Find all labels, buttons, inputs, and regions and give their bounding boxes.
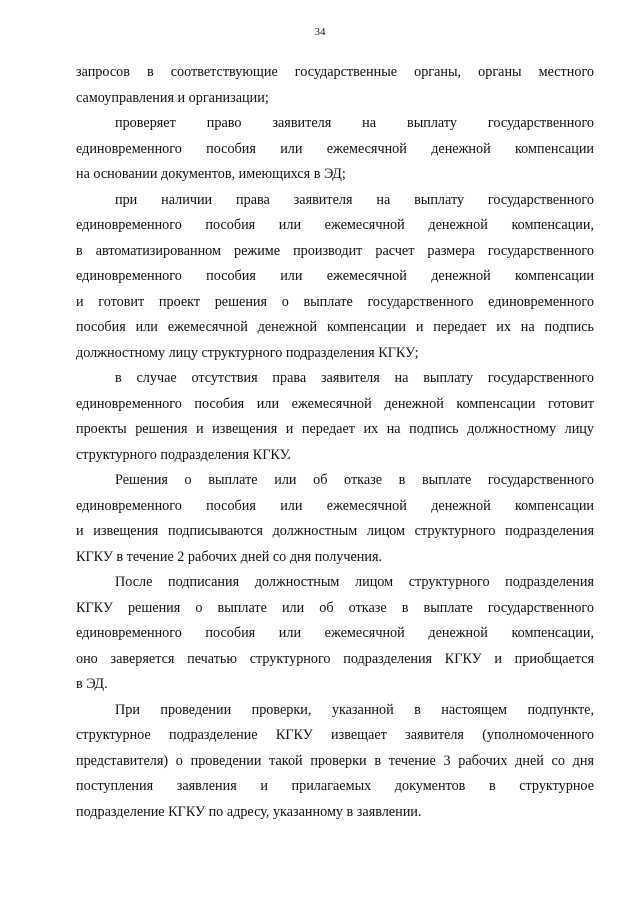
text-line: структурное подразделение КГКУ извещает заявителя (уполномоченного — [76, 727, 594, 743]
paragraph — [76, 366, 594, 468]
text-line: в случае отсутствия права заявителя на выплату государственного — [115, 370, 594, 386]
text-line: самоуправления и организации; — [76, 89, 269, 106]
paragraph — [76, 570, 594, 698]
paragraph — [76, 111, 594, 188]
text-line: проверяет право заявителя на выплату государственного — [115, 115, 594, 131]
text-line: После подписания должностным лицом структурного подразделения — [115, 574, 594, 590]
text-line: пособия или ежемесячной денежной компенсации и передает их на подпись — [76, 319, 594, 335]
text-line: должностному лицу структурного подразделения КГКУ; — [76, 344, 419, 361]
text-line: в автоматизированном режиме производит расчет размера государственного — [76, 242, 594, 259]
text-line: КГКУ в течение 2 рабочих дней со дня получения. — [76, 548, 383, 565]
text-line: проекты решения и извещения и передает их на подпись должностному лицу — [76, 421, 594, 437]
text-line: единовременного пособия или ежемесячной денежной компенсации — [76, 140, 594, 157]
text-line: единовременного пособия или ежемесячной денежной компенсации — [76, 497, 594, 514]
text-line: единовременного пособия или ежемесячной денежной компенсации, — [76, 625, 594, 641]
text-line: единовременного пособия или ежемесячной денежной компенсации — [76, 268, 594, 284]
page-number: 34 — [314, 26, 326, 38]
text-line: на основании документов, имеющихся в ЭД; — [76, 166, 346, 182]
paragraph — [76, 698, 594, 826]
text-line: При проведении проверки, указанной в настоящем подпункте, — [115, 701, 594, 718]
text-line: при наличии права заявителя на выплату государственного — [115, 191, 594, 208]
text-line: и готовит проект решения о выплате государственного единовременного — [76, 293, 594, 310]
text-line: структурного подразделения КГКУ. — [76, 446, 291, 463]
document-body — [76, 60, 594, 825]
text-line: единовременного пособия или ежемесячной денежной компенсации готовит — [76, 395, 594, 412]
text-line: оно заверяется печатью структурного подразделения КГКУ и приобщается — [76, 650, 594, 667]
text-line: и извещения подписываются должностным лицом структурного подразделения — [76, 523, 594, 539]
text-line: единовременного пособия или ежемесячной денежной компенсации, — [76, 217, 594, 233]
text-line: запросов в соответствующие государственные органы, органы местного — [76, 64, 594, 80]
paragraph — [76, 468, 594, 570]
text-line: подразделение КГКУ по адресу, указанному в заявлении. — [76, 803, 422, 820]
text-line: поступления заявления и прилагаемых документов в структурное — [76, 778, 594, 794]
text-line: КГКУ решения о выплате или об отказе в выплате государственного — [76, 599, 594, 616]
text-line: представителя) о проведении такой проверки в течение 3 рабочих дней со дня — [76, 752, 594, 769]
text-line: Решения о выплате или об отказе в выплате государственного — [115, 472, 594, 488]
text-line: в ЭД. — [76, 676, 108, 692]
paragraph — [76, 60, 594, 111]
paragraph — [76, 188, 594, 367]
